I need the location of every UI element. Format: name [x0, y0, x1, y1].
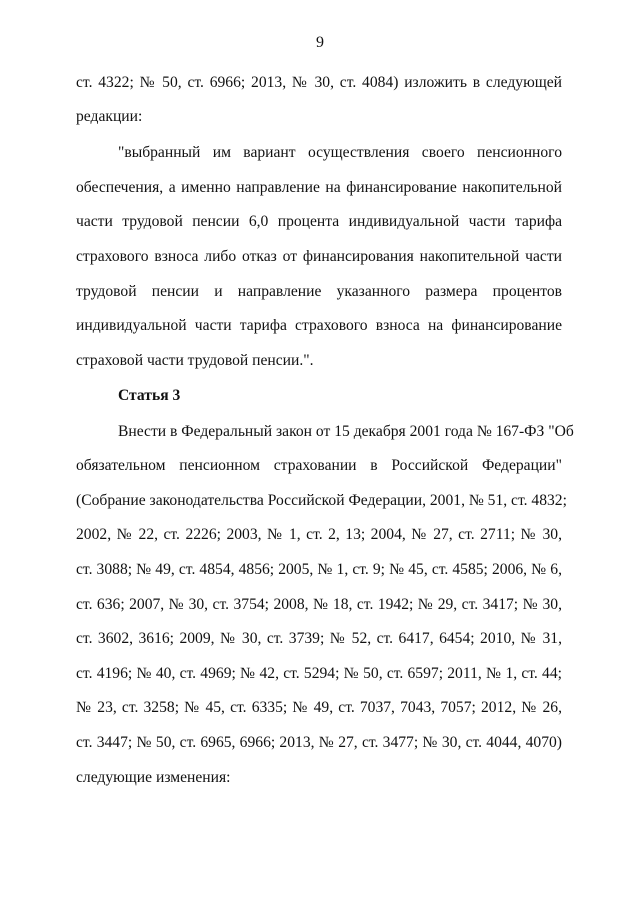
- article-line: Внести в Федеральный закон от 15 декабря 2001 года № 167-ФЗ "Об: [118, 423, 574, 440]
- paragraph-line: редакции:: [76, 108, 143, 125]
- article-line: ст. 3088; № 49, ст. 4854, 4856; 2005, № 1, ст. 9; № 45, ст. 4585; 2006, № 6,: [76, 561, 562, 578]
- article-line: ст. 3447; № 50, ст. 6965, 6966; 2013, № 27, ст. 3477; № 30, ст. 4044, 4070): [76, 734, 562, 751]
- article-line: ст. 4196; № 40, ст. 4969; № 42, ст. 5294; № 50, ст. 6597; 2011, № 1, ст. 44;: [76, 665, 562, 682]
- paragraph-line: ст. 4322; № 50, ст. 6966; 2013, № 30, ст. 4084) изложить в следующей: [76, 74, 562, 91]
- quote-line: трудовой пенсии и направление указанного размера процентов: [76, 283, 562, 300]
- quote-line: индивидуальной части тарифа страхового взноса на финансирование: [76, 317, 562, 334]
- article-line: следующие изменения:: [76, 769, 231, 786]
- article-line: обязательном пенсионном страховании в Российской Федерации": [76, 457, 562, 474]
- quote-line: "выбранный им вариант осуществления своего пенсионного: [118, 144, 562, 161]
- quote-line: страховой части трудовой пенсии.".: [76, 352, 314, 369]
- article-line: № 23, ст. 3258; № 45, ст. 6335; № 49, ст. 7037, 7043, 7057; 2012, № 26,: [76, 699, 562, 716]
- page-number: 9: [316, 34, 324, 51]
- article-line: ст. 3602, 3616; 2009, № 30, ст. 3739; № 52, ст. 6417, 6454; 2010, № 31,: [76, 630, 562, 647]
- quote-line: части трудовой пенсии 6,0 процента индивидуальной части тарифа: [76, 213, 562, 230]
- quote-line: обеспечения, а именно направление на финансирование накопительной: [76, 179, 562, 196]
- article-line: 2002, № 22, ст. 2226; 2003, № 1, ст. 2, 13; 2004, № 27, ст. 2711; № 30,: [76, 526, 562, 543]
- article-heading: Статья 3: [118, 387, 181, 404]
- article-line: ст. 636; 2007, № 30, ст. 3754; 2008, № 18, ст. 1942; № 29, ст. 3417; № 30,: [76, 596, 562, 613]
- quote-line: страхового взноса либо отказ от финансирования накопительной части: [76, 248, 562, 265]
- article-line: (Собрание законодательства Российской Федерации, 2001, № 51, ст. 4832;: [76, 492, 567, 509]
